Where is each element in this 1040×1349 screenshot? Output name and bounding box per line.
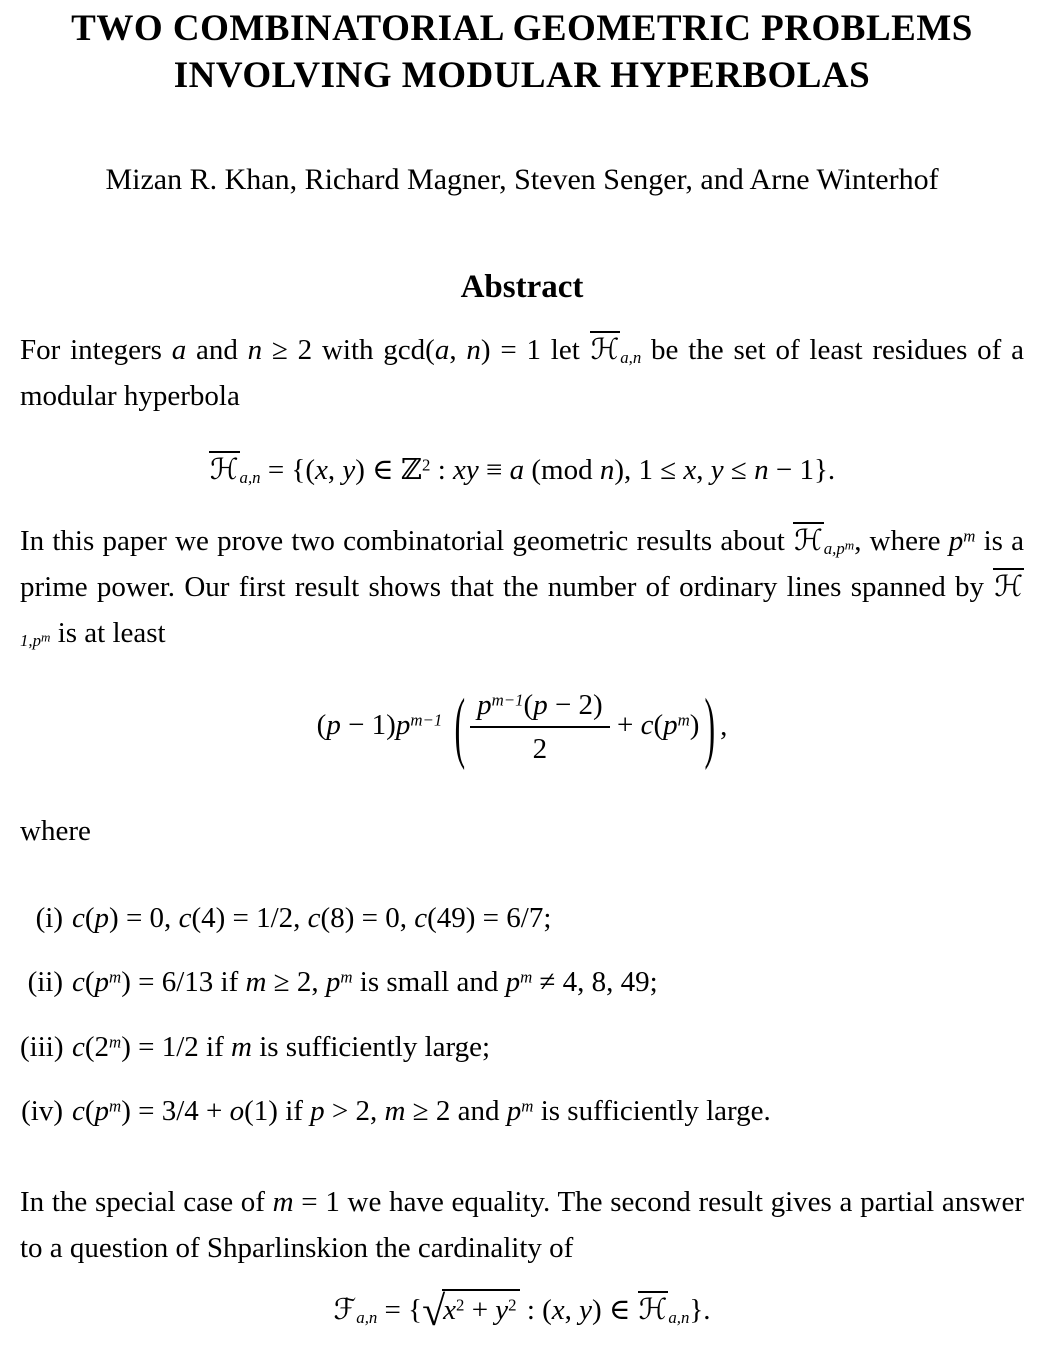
math-token: 1,p (20, 630, 42, 650)
math-token: ) (689, 709, 700, 742)
math-token: (1) if (244, 1095, 311, 1128)
math-token: (8) = 0, (320, 901, 415, 934)
math-token: x (315, 453, 328, 486)
math-token: n (247, 334, 263, 367)
math-token: In the special case of (20, 1185, 273, 1218)
fraction-numerator (470, 687, 610, 727)
equation-ordinary-lines-bound (20, 673, 1024, 779)
fraction-denominator: 2 (470, 726, 610, 769)
math-token: m (272, 1185, 294, 1218)
math-token: a (434, 334, 450, 367)
abstract-paragraph-1 (20, 328, 1024, 420)
equation-hyperbola-definition (20, 446, 1024, 495)
big-left-paren: ( (454, 682, 466, 771)
math-token: o (229, 1095, 245, 1128)
equation-prefix (333, 1294, 422, 1326)
case-item-iv (20, 1090, 1024, 1134)
math-token: ) = 1/2 if (121, 1030, 231, 1063)
math-token: m (844, 537, 855, 553)
math-token: ( (316, 709, 327, 742)
math-token: a,n (239, 468, 261, 488)
abstract-heading: Abstract (460, 269, 584, 306)
abstract-paragraph-2 (20, 519, 1024, 656)
paper-title-line-1: TWO COMBINATORIAL GEOMETRIC PROBLEMS (71, 8, 973, 49)
math-token: p (395, 709, 411, 742)
case-label: (iv) (21, 1095, 63, 1128)
math-token: m (41, 629, 51, 645)
math-token: a (509, 453, 525, 486)
math-token: p (326, 709, 341, 742)
math-token: ≡ (478, 453, 510, 486)
math-token: In this paper we prove two combinatorial geometric results about (20, 525, 794, 558)
equation-prefix (317, 709, 443, 741)
math-token: = 1 we have equality. The second result gives a partial answer to a question of Shparlinskion the cardinality of (20, 1185, 1024, 1264)
math-token: − 1) (340, 709, 396, 742)
math-token: p (94, 1095, 110, 1128)
case-body (72, 1090, 1024, 1134)
math-token: a,n (620, 348, 642, 368)
radicand (442, 1289, 519, 1328)
math-token: a,n (668, 1308, 690, 1328)
case-body (72, 1026, 1024, 1070)
math-token: p (325, 966, 341, 999)
radical-sign: √ (422, 1288, 446, 1335)
math-token: p (94, 966, 110, 999)
math-token: x (443, 1294, 457, 1327)
math-token: = {( (260, 453, 315, 486)
where-line (20, 809, 1024, 855)
math-token: ) ∈ (355, 453, 401, 486)
math-token: c (72, 1095, 85, 1128)
paper-title-line-2: INVOLVING MODULAR HYPERBOLAS (173, 54, 871, 96)
math-token: x (683, 453, 697, 486)
math-token: ) = 6/13 if (121, 966, 246, 999)
authors-line: Mizan R. Khan, Richard Magner, Steven Senger, and Arne Winterhof (105, 163, 939, 197)
math-token: 2 (508, 1295, 517, 1315)
math-token: a (171, 334, 187, 367)
math-token: c (72, 901, 85, 934)
equation-suffix (520, 1294, 711, 1326)
math-token: y (579, 1294, 593, 1327)
case-label: (ii) (27, 966, 63, 999)
math-token: m−1 (410, 711, 443, 731)
math-token: p (310, 1095, 325, 1128)
math-token: ≠ 4, 8, 49; (532, 966, 658, 999)
math-token: ≥ 2 and (405, 1095, 507, 1128)
math-token: is at least (50, 616, 166, 649)
math-token: c (178, 901, 192, 934)
math-token: is small and (352, 966, 506, 999)
math-token: , (564, 1294, 580, 1327)
math-token: (4) = 1/2, (191, 901, 308, 934)
case-body (72, 961, 1024, 1005)
math-token: , where (854, 525, 949, 558)
math-token: m (340, 967, 353, 987)
math-token: ≤ (723, 453, 755, 486)
math-token: p (477, 688, 492, 721)
math-token: + (464, 1294, 496, 1327)
math-token: n (599, 453, 615, 486)
math-token: m (109, 967, 122, 987)
math-token: y (342, 453, 356, 486)
math-token: , (327, 453, 343, 486)
math-token: ) = 3/4 + (121, 1095, 230, 1128)
case-item-i (20, 897, 1024, 941)
math-token: m (963, 526, 976, 546)
math-token: + (609, 709, 641, 742)
fraction (470, 687, 610, 769)
case-item-ii (20, 961, 1024, 1005)
math-token: }. (689, 1294, 711, 1327)
equation-distance-set (20, 1281, 1024, 1339)
math-token: ) ∈ (592, 1294, 638, 1327)
big-right-paren: ) (704, 682, 716, 771)
math-token: where (20, 814, 91, 847)
math-token: ℋ (590, 331, 621, 367)
case-body (72, 897, 1024, 941)
math-token: > 2, (324, 1095, 385, 1128)
math-token: m (231, 1030, 252, 1063)
math-token: ℋ (793, 522, 824, 558)
math-token: (49) = 6/7; (427, 901, 552, 934)
math-token: (mod (524, 453, 600, 486)
math-token: ≥ 2, (266, 966, 326, 999)
math-token: : ( (519, 1294, 552, 1327)
math-token: is a prime power. Our first result shows that the number of ordinary lines spanned by (20, 525, 1024, 603)
math-token: x (551, 1294, 565, 1327)
math-token: m−1 (491, 690, 524, 710)
math-token: = { (377, 1294, 423, 1327)
math-token: p (948, 525, 964, 558)
math-token: xy (453, 453, 479, 486)
math-token: a,n (356, 1308, 378, 1328)
math-token: c (414, 901, 428, 934)
math-token: be the set of least residues of a modular hyperbola (20, 334, 1025, 413)
math-token: is sufficiently large; (251, 1030, 491, 1063)
case-list (20, 897, 1024, 1134)
math-token: ( (653, 709, 664, 742)
math-token: m (677, 711, 690, 731)
math-token: m (384, 1095, 406, 1128)
math-token: p (533, 688, 548, 721)
math-token: ℤ (400, 453, 423, 486)
math-token: ( (84, 1095, 95, 1128)
math-token: ≥ 2 with gcd( (262, 334, 435, 367)
math-token: (2 (84, 1030, 110, 1063)
math-token: m (520, 967, 533, 987)
math-token: p (505, 966, 521, 999)
case-label: (i) (35, 901, 63, 934)
square-root (422, 1288, 520, 1335)
math-token: p (94, 901, 110, 934)
math-token: , (696, 453, 711, 486)
math-token: c (307, 901, 321, 934)
math-token: m (521, 1096, 534, 1116)
math-token: : (430, 453, 454, 486)
math-token: ( (523, 688, 534, 721)
math-token: − 2) (547, 688, 603, 721)
math-token: p (506, 1095, 522, 1128)
equation-trailing-comma: , (720, 709, 728, 742)
math-token: a,p (823, 539, 845, 559)
math-token: 2 (422, 455, 431, 475)
math-token: m (245, 966, 267, 999)
math-token: ℋ (638, 1291, 669, 1327)
abstract-paragraph-3 (20, 1180, 1024, 1272)
math-token: ℋ (209, 451, 240, 487)
math-token: ) = 1 let (480, 334, 590, 367)
math-token: m (109, 1096, 122, 1116)
math-token: − 1}. (768, 453, 836, 486)
math-token: c (72, 966, 85, 999)
equation-middle (610, 709, 700, 741)
math-token: 2 (456, 1295, 465, 1315)
math-token: For integers (20, 334, 172, 367)
math-token: n (754, 453, 769, 486)
math-token: c (640, 709, 654, 742)
math-token: n (466, 334, 481, 367)
math-token: y (710, 453, 724, 486)
math-token: ℋ (993, 568, 1024, 604)
paper-title (20, 6, 1024, 99)
math-token: ℱ (333, 1294, 357, 1327)
math-token: is sufficiently large. (533, 1095, 771, 1128)
math-token: ( (84, 966, 95, 999)
math-token: , (449, 334, 467, 367)
math-token: ( (84, 901, 95, 934)
math-token: c (72, 1030, 85, 1063)
math-token: and (186, 334, 248, 367)
math-token: ) = 0, (109, 901, 179, 934)
case-label: (iii) (20, 1030, 64, 1063)
math-token: m (109, 1032, 122, 1052)
math-token: p (663, 709, 678, 742)
case-item-iii (20, 1026, 1024, 1070)
math-token: y (495, 1294, 509, 1327)
math-token: ), 1 ≤ (614, 453, 684, 486)
